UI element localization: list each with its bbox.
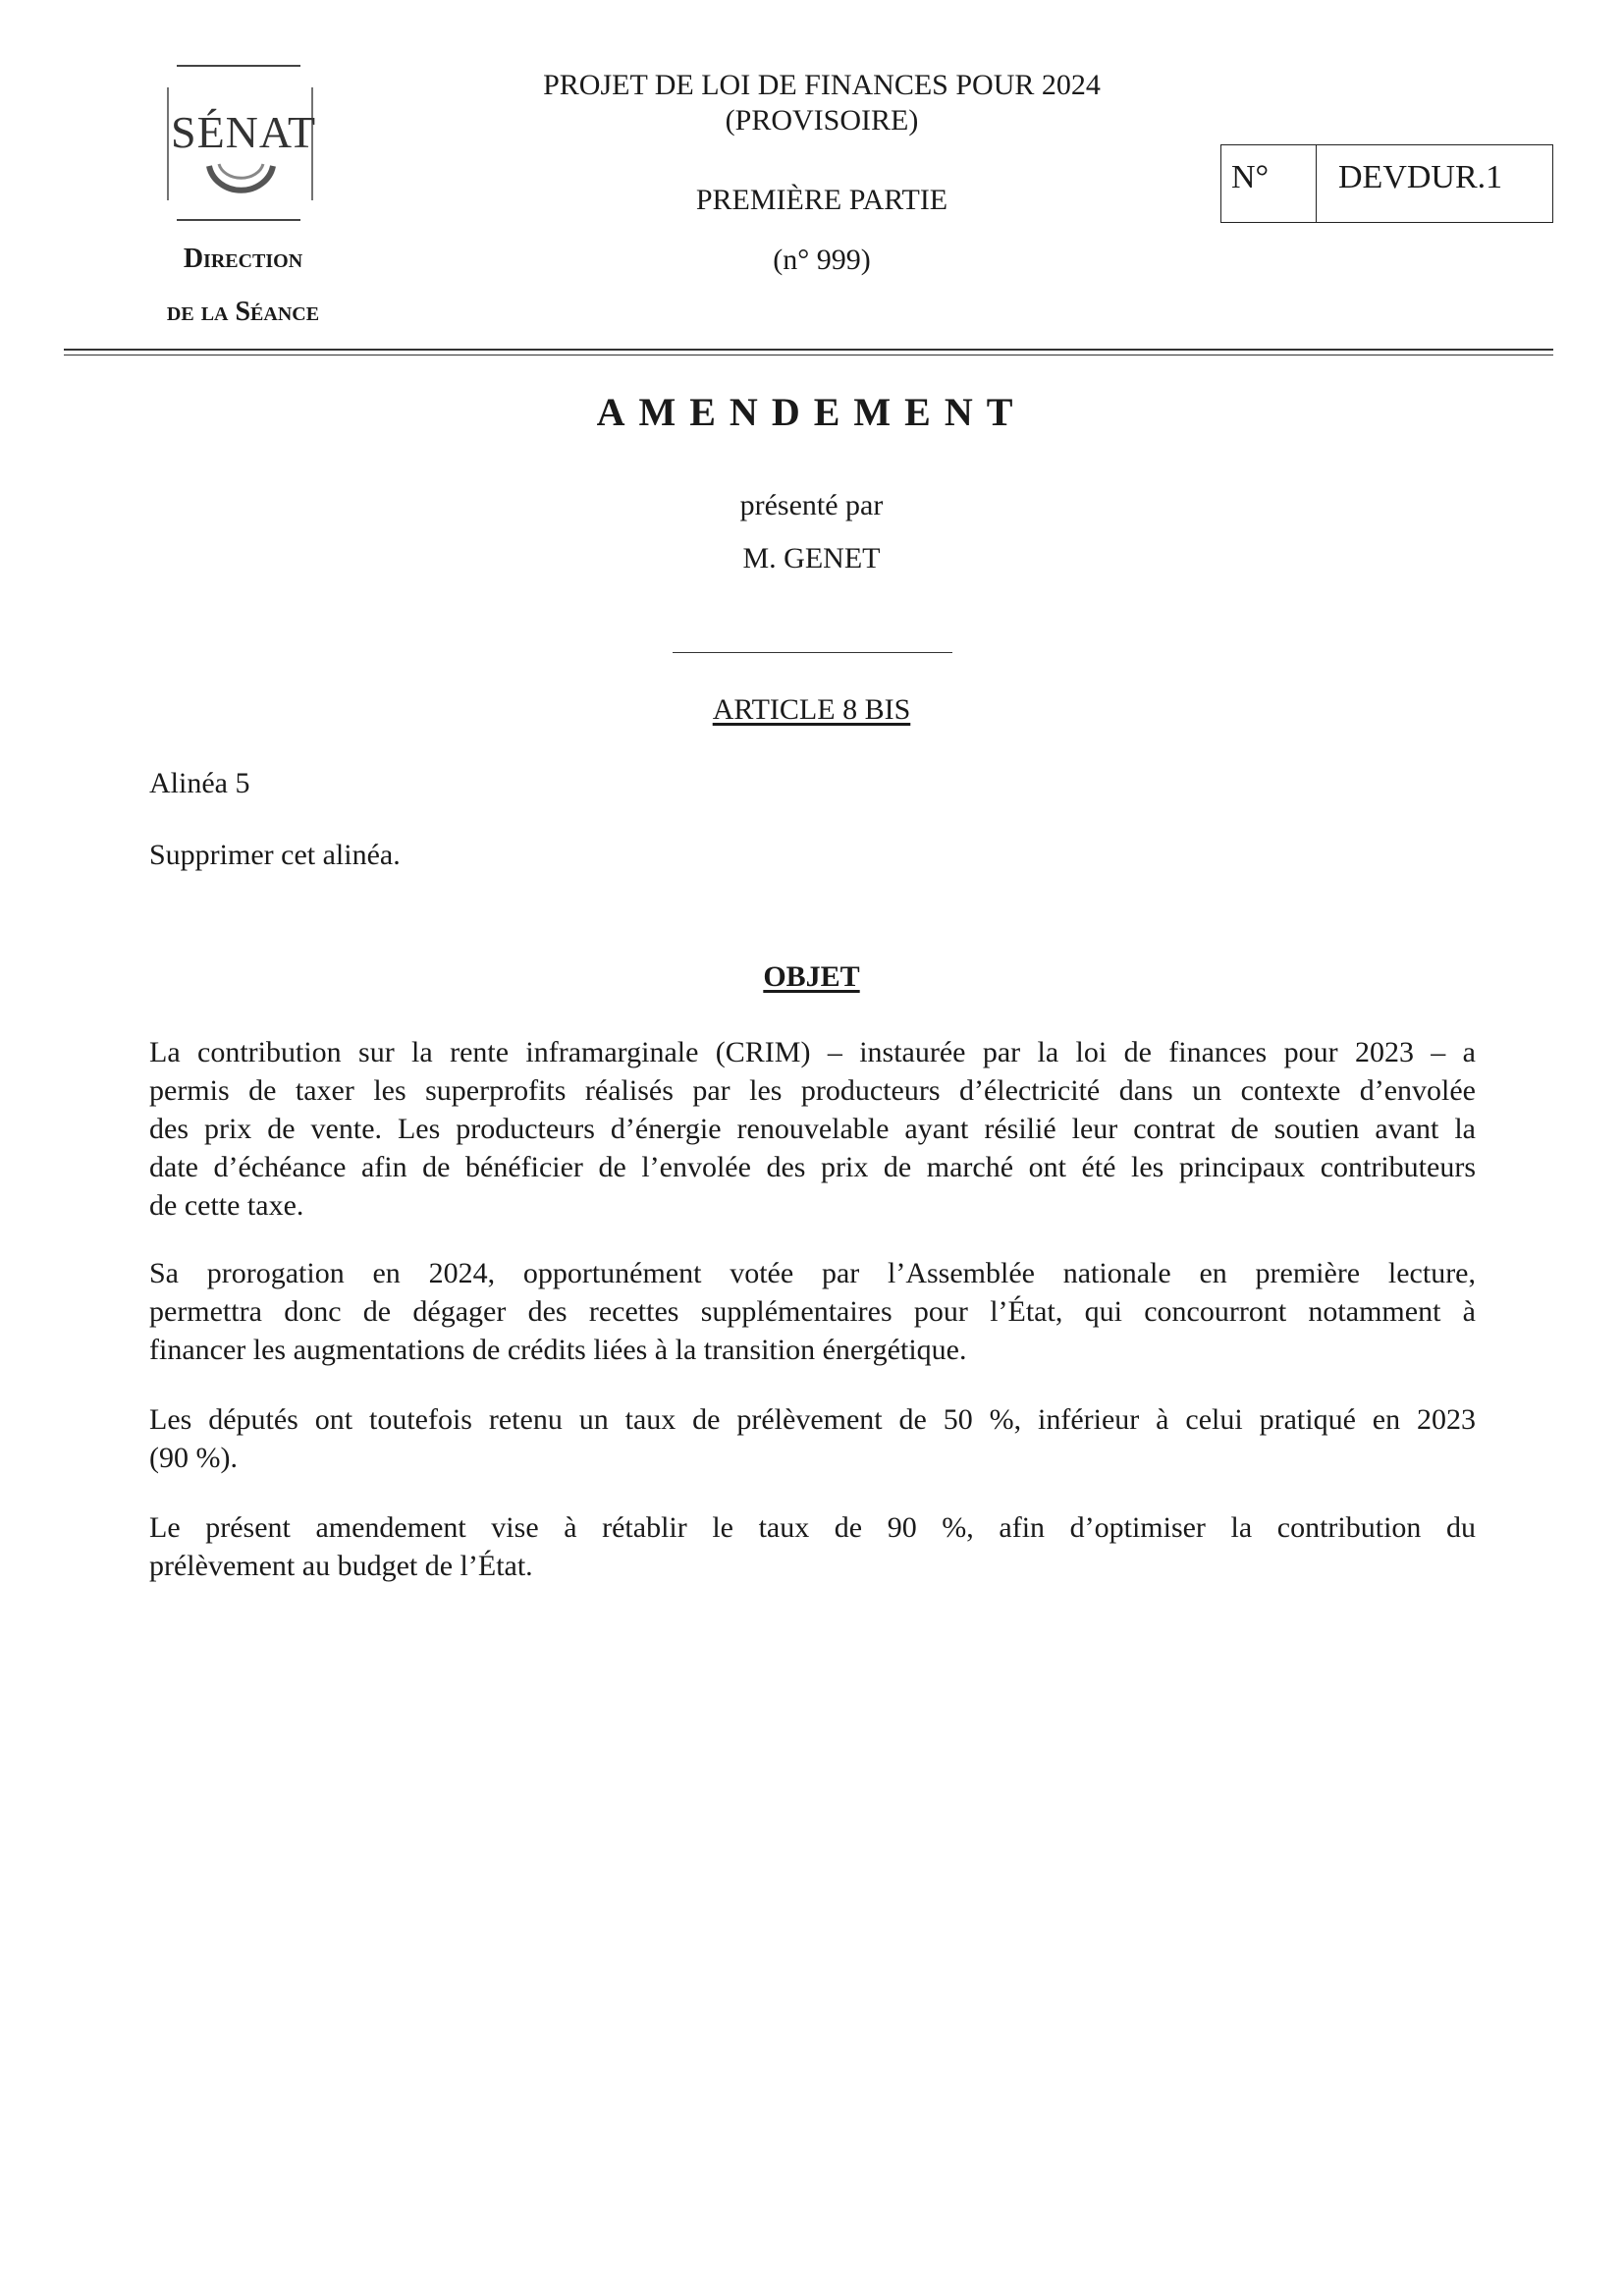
objet-paragraph-4 [149, 1508, 1476, 1585]
senat-logo [165, 63, 320, 225]
instruction: Supprimer cet alinéa. [149, 839, 401, 871]
presented-by-label: présenté par [739, 489, 884, 521]
objet-line: permis de taxer les superprofits réalisés par les producteurs d’électricité dans un contexte d’envolée [149, 1074, 1476, 1107]
objet-line: La contribution sur la rente inframarginale (CRIM) – instaurée par la loi de finances pour 2023 – a [149, 1036, 1476, 1068]
objet-paragraph-3 [149, 1400, 1476, 1477]
objet-line: Le présent amendement vise à rétablir le taux de 90 %, afin d’optimiser la contribution du [149, 1511, 1476, 1544]
seance-label: de la Séance [166, 297, 320, 327]
objet-paragraph-1 [149, 1033, 1476, 1225]
objet-paragraph-2 [149, 1254, 1476, 1369]
number-label: N° [1221, 145, 1317, 222]
objet-line: financer les augmentations de crédits liées à la transition énergétique. [149, 1334, 967, 1366]
article-heading: ARTICLE 8 BIS [712, 693, 911, 726]
bill-title: PROJET DE LOI DE FINANCES POUR 2024 [543, 69, 1101, 101]
direction-label: Direction [183, 244, 303, 274]
header-divider [64, 349, 1553, 351]
paragraph-ref: Alinéa 5 [149, 767, 250, 799]
number-value: DEVDUR.1 [1338, 159, 1503, 195]
objet-line: des prix de vente. Les producteurs d’énergie renouvelable ayant résilié leur contrat de soutien avant la [149, 1113, 1476, 1145]
objet-line: Les députés ont toutefois retenu un taux de prélèvement de 50 %, inférieur à celui pratiqué en 2023 [149, 1403, 1476, 1436]
amendment-number-box [1220, 144, 1553, 223]
document-title: AMENDEMENT [596, 390, 1027, 434]
objet-line: (90 %). [149, 1442, 238, 1474]
objet-line: date d’échéance afin de bénéficier de l’envolée des prix de marché ont été les principaux contributeurs [149, 1151, 1476, 1183]
separator [673, 652, 952, 653]
author-name: M. GENET [742, 542, 881, 574]
objet-line: permettra donc de dégager des recettes supplémentaires pour l’État, qui concourront notamment à [149, 1295, 1476, 1328]
objet-line: prélèvement au budget de l’État. [149, 1550, 533, 1582]
objet-line: de cette taxe. [149, 1189, 304, 1222]
logo-text: SÉNAT [171, 107, 317, 157]
objet-line: Sa prorogation en 2024, opportunément votée par l’Assemblée nationale en première lecture, [149, 1257, 1476, 1289]
bill-part: PREMIÈRE PARTIE [695, 184, 948, 216]
bill-number: (n° 999) [773, 244, 871, 276]
objet-heading: OBJET [763, 960, 860, 993]
bill-status: (PROVISOIRE) [725, 104, 919, 137]
